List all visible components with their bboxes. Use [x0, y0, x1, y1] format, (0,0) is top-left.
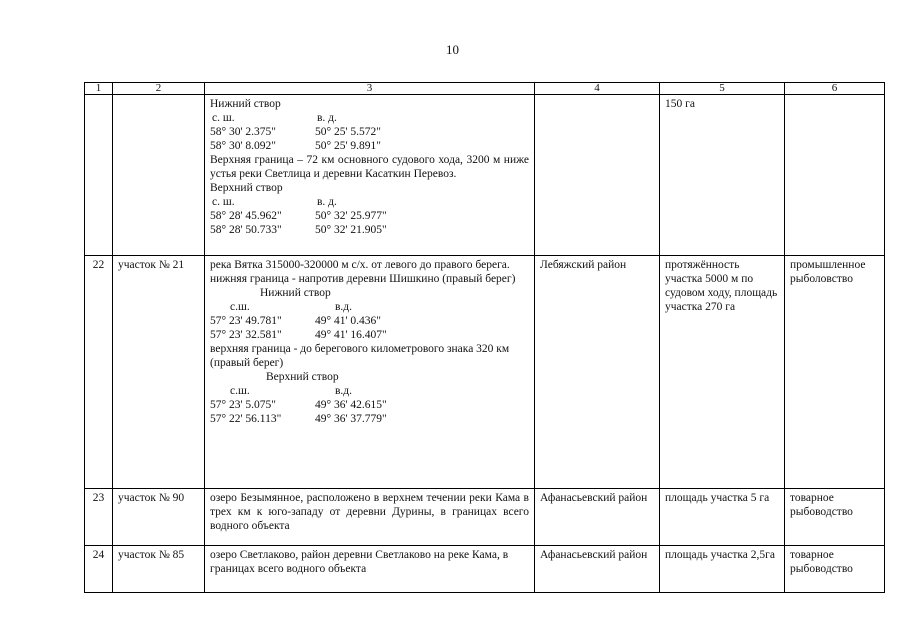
lower-stvor-title: Нижний створ [260, 287, 331, 299]
lat-value: 58° 30' 8.092" [210, 140, 276, 152]
col-header-1: 1 [85, 83, 113, 95]
cell-size: площадь участка 5 га [660, 489, 785, 546]
coord-line [210, 223, 529, 237]
lon-value: 50° 25' 5.572" [315, 126, 381, 138]
table-row [85, 256, 885, 489]
lower-stvor-title: Нижний створ [210, 98, 281, 110]
lon-value: 50° 32' 21.905" [315, 224, 387, 236]
cell-num: 23 [85, 489, 113, 546]
cell-site: участок № 21 [113, 256, 205, 489]
lat-label: с. ш. [212, 112, 235, 124]
table-row [85, 546, 885, 593]
table-row [85, 489, 885, 546]
cell-size: протяжённость участка 5000 м по судовом ходу, площадь участка 270 га [660, 256, 785, 489]
col-header-4: 4 [535, 83, 660, 95]
description-line: озеро Светлаково, район деревни Светлаково на реке Кама, в границах всего водного объекта [210, 549, 509, 575]
cell-size: 150 га [660, 95, 785, 256]
lon-value: 49° 41' 0.436" [315, 315, 381, 327]
col-header-6: 6 [785, 83, 885, 95]
lon-label: в.д. [335, 385, 353, 397]
coord-line [210, 314, 529, 328]
cell-description [205, 489, 535, 546]
cell-purpose [785, 95, 885, 256]
upper-boundary-text: Верхняя граница – 72 км основного судового хода, 3200 м ниже устья реки Светлица и деревни Касаткин Перевоз. [210, 154, 529, 180]
coord-line [210, 412, 529, 426]
cell-description [205, 95, 535, 256]
cell-purpose: товарное рыбоводство [785, 546, 885, 593]
upper-stvor-title: Верхний створ [266, 371, 339, 383]
coord-line [210, 139, 529, 153]
lat-value: 57° 22' 56.113" [210, 413, 282, 425]
table-row-continued [85, 95, 885, 256]
cell-num: 24 [85, 546, 113, 593]
coord-header [210, 195, 529, 209]
col-header-3: 3 [205, 83, 535, 95]
lon-label: в.д. [335, 301, 353, 313]
lat-value: 58° 28' 45.962" [210, 210, 282, 222]
coord-header [210, 111, 529, 125]
coord-line [210, 398, 529, 412]
description-line: (правый берег) [210, 357, 284, 369]
lat-value: 57° 23' 32.581" [210, 329, 282, 341]
lat-value: 58° 28' 50.733" [210, 224, 282, 236]
coord-line [210, 209, 529, 223]
cell-purpose: товарное рыбоводство [785, 489, 885, 546]
page-number: 10 [446, 42, 459, 57]
lon-value: 49° 36' 37.779" [315, 413, 387, 425]
lat-label: с.ш. [230, 301, 250, 313]
cell-site: участок № 90 [113, 489, 205, 546]
cell-district: Афанасьевский район [535, 546, 660, 593]
coord-line [210, 125, 529, 139]
lon-value: 50° 25' 9.891" [315, 140, 381, 152]
cell-num [85, 95, 113, 256]
cell-size: площадь участка 2,5га [660, 546, 785, 593]
cell-description [205, 256, 535, 489]
description-line: озеро Безымянное, расположено в верхнем течении реки Кама в трех км к юго-западу от деревни Дурины, в границах всего водного объекта [210, 492, 529, 532]
lon-value: 49° 36' 42.615" [315, 399, 387, 411]
coord-header [210, 300, 529, 314]
upper-stvor-title: Верхний створ [210, 182, 283, 194]
description-line: нижняя граница - напротив деревни Шишкино (правый берег) [210, 273, 516, 285]
lat-value: 57° 23' 5.075" [210, 399, 276, 411]
lon-value: 49° 41' 16.407" [315, 329, 387, 341]
coord-header [210, 384, 529, 398]
lat-label: с. ш. [212, 196, 235, 208]
cell-district: Лебяжский район [535, 256, 660, 489]
coord-line [210, 328, 529, 342]
lat-value: 57° 23' 49.781" [210, 315, 282, 327]
cell-num: 22 [85, 256, 113, 489]
cell-district [535, 95, 660, 256]
col-header-5: 5 [660, 83, 785, 95]
cell-site [113, 95, 205, 256]
lon-value: 50° 32' 25.977" [315, 210, 387, 222]
lon-label: в. д. [317, 196, 337, 208]
cell-purpose: промышленное рыболовство [785, 256, 885, 489]
lat-value: 58° 30' 2.375" [210, 126, 276, 138]
water-areas-table [84, 82, 885, 593]
cell-district: Афанасьевский район [535, 489, 660, 546]
lat-label: с.ш. [230, 385, 250, 397]
header-row [85, 83, 885, 95]
cell-description [205, 546, 535, 593]
cell-site: участок № 85 [113, 546, 205, 593]
description-line: верхняя граница - до берегового километрового знака 320 км [210, 343, 510, 355]
lon-label: в. д. [317, 112, 337, 124]
description-line: река Вятка 315000-320000 м с/х. от левого до правого берега. [210, 259, 510, 271]
col-header-2: 2 [113, 83, 205, 95]
